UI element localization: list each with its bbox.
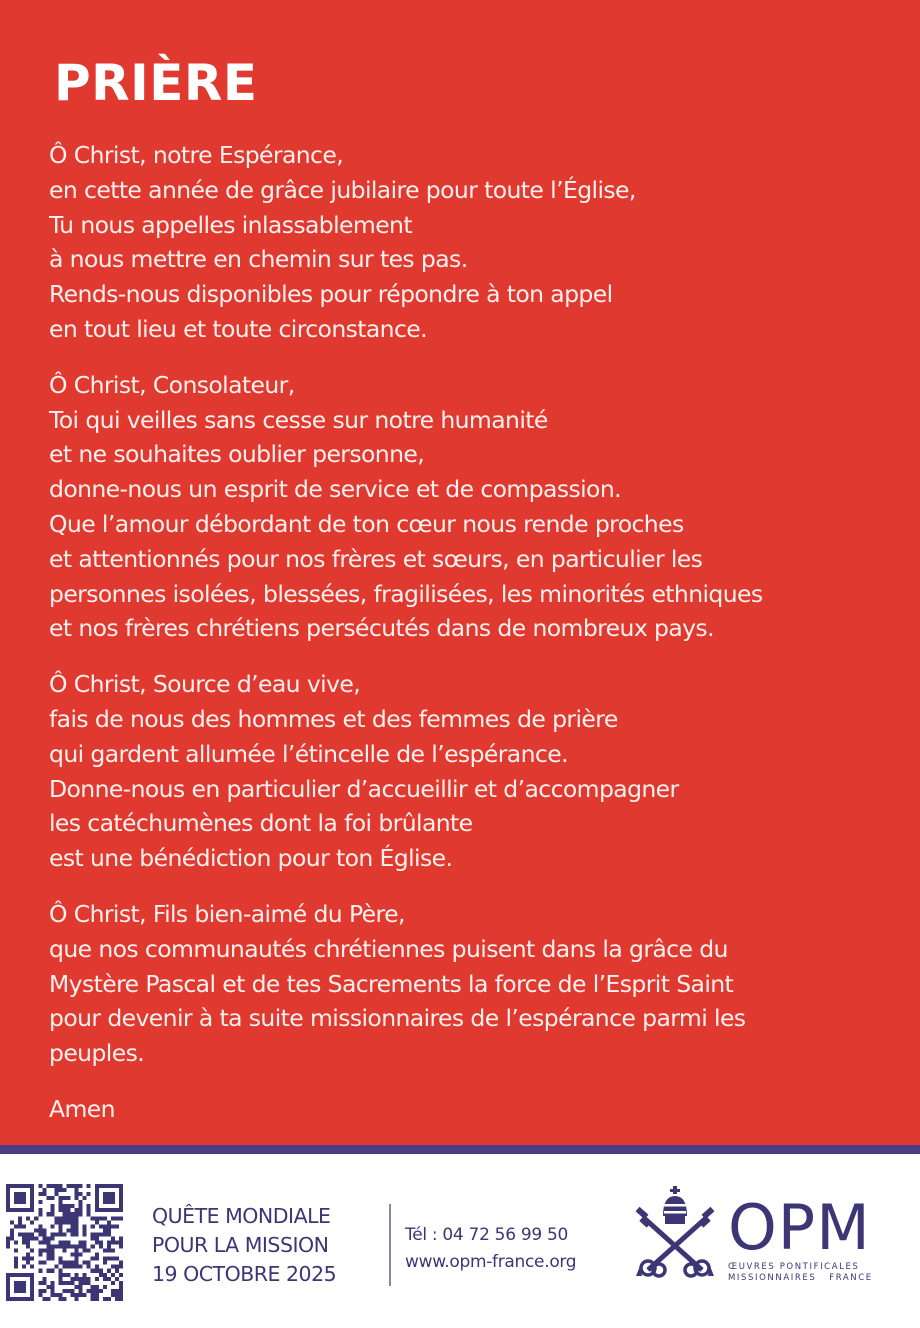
phone-number: Tél : 04 72 56 99 50 (405, 1225, 568, 1245)
prayer-title: PRIÈRE (54, 54, 258, 112)
prayer-line: les catéchumènes dont la foi brûlante (49, 809, 473, 838)
prayer-line: Que l’amour débordant de ton cœur nous rende proches (49, 509, 684, 538)
prayer-line: Donne-nous en particulier d’accueillir et d’accompagner (49, 774, 679, 803)
opm-logo (728, 1191, 873, 1284)
logo-acronym: OPM (728, 1191, 871, 1264)
campaign-line-1: QUÊTE MONDIALE (152, 1204, 331, 1228)
prayer-line: Tu nous appelles inlassablement (49, 210, 412, 239)
website-link[interactable]: www.opm-france.org (405, 1252, 577, 1272)
logo-subtitle-2: MISSIONNAIRES FRANCE (728, 1273, 873, 1283)
prayer-line: Ô Christ, notre Espérance, (49, 141, 344, 169)
campaign-date: 19 OCTOBRE 2025 (152, 1262, 337, 1286)
prayer-line: qui gardent allumée l’étincelle de l’espérance. (49, 739, 568, 768)
amen-line: Amen (49, 1094, 115, 1123)
stanza-2 (49, 368, 909, 646)
prayer-line: Toi qui veilles sans cesse sur notre humanité (49, 405, 548, 434)
prayer-line: et nos frères chrétiens persécutés dans de nombreux pays. (49, 614, 714, 643)
qr-code-icon[interactable] (6, 1184, 123, 1301)
footer (0, 1154, 920, 1328)
prayer-line: donne-nous un esprit de service et de compassion. (49, 475, 621, 504)
prayer-line: à nous mettre en chemin sur tes pas. (49, 245, 468, 274)
prayer-line: en cette année de grâce jubilaire pour toute l’Église, (49, 175, 636, 204)
prayer-line: personnes isolées, blessées, fragilisées, les minorités ethniques (49, 579, 763, 608)
prayer-line: fais de nous des hommes et des femmes de prière (49, 704, 618, 733)
prayer-line: que nos communautés chrétiennes puisent dans la grâce du (49, 934, 728, 963)
logo-subtitle-1: ŒUVRES PONTIFICALES (728, 1262, 860, 1272)
campaign-block (152, 1202, 336, 1289)
prayer-line: Ô Christ, Fils bien-aimé du Père, (49, 899, 405, 928)
stanza-amen (49, 1092, 909, 1127)
prayer-line: Mystère Pascal et de tes Sacrements la force de l’Esprit Saint (49, 969, 734, 998)
prayer-line: et ne souhaites oublier personne, (49, 440, 425, 469)
campaign-line-2: POUR LA MISSION (152, 1233, 329, 1257)
vertical-divider (389, 1204, 391, 1286)
stanza-3 (49, 667, 909, 876)
prayer-line: est une bénédiction pour ton Église. (49, 844, 453, 873)
contact-block (405, 1222, 576, 1276)
stanza-1 (49, 138, 909, 347)
prayer-line: pour devenir à ta suite missionnaires de l’espérance parmi les (49, 1004, 746, 1033)
purple-divider-band (0, 1145, 920, 1154)
prayer-line: peuples. (49, 1039, 145, 1068)
stanza-4 (49, 897, 909, 1071)
prayer-line: Rends-nous disponibles pour répondre à ton appel (49, 280, 613, 309)
prayer-line: Ô Christ, Consolateur, (49, 370, 295, 399)
prayer-text (49, 138, 909, 1148)
prayer-line: et attentionnés pour nos frères et sœurs, en particulier les (49, 544, 703, 573)
prayer-line: en tout lieu et toute circonstance. (49, 314, 428, 343)
crossed-keys-tiara-icon (632, 1184, 718, 1282)
prayer-line: Ô Christ, Source d’eau vive, (49, 670, 361, 699)
